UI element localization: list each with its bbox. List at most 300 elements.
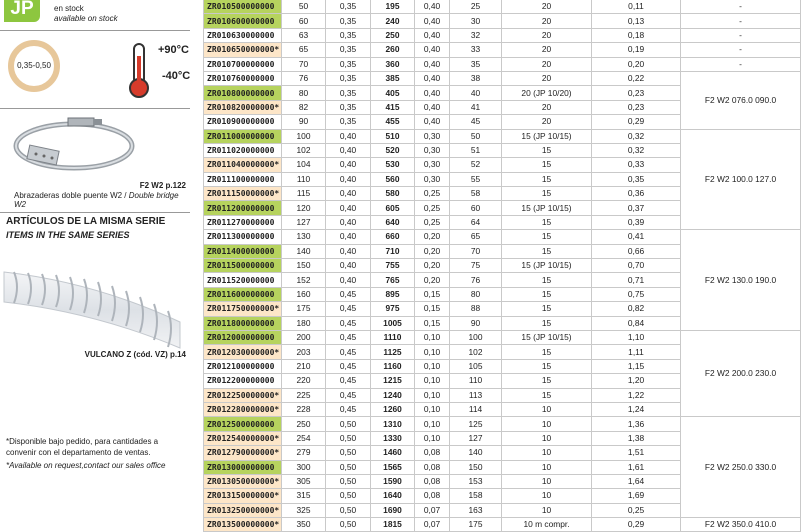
length: 20 [502,0,592,14]
price-factor: 1,61 [592,460,681,474]
product-code: ZR011270000000 [204,215,282,229]
divider [0,212,190,213]
bend-radius: 55 [450,172,502,186]
pressure: 0,40 [415,28,450,42]
inner-diameter: 140 [282,244,326,258]
thermometer-icon [124,42,154,100]
pressure: 0,08 [415,460,450,474]
length: 15 [502,388,592,402]
price-factor: 0,18 [592,28,681,42]
jp-stock-badge: JP [4,0,40,22]
wall-thickness: 0,40 [326,259,371,273]
length: 20 [502,100,592,114]
inner-diameter: 279 [282,446,326,460]
table-row [204,28,801,42]
price-factor: 0,39 [592,215,681,229]
pressure: 0,40 [415,71,450,85]
pressure: 0,10 [415,417,450,431]
pressure: 0,10 [415,402,450,416]
inner-diameter: 160 [282,287,326,301]
clamp-ref: - [681,0,801,14]
weight: 1565 [371,460,415,474]
length: 20 (JP 10/20) [502,86,592,100]
weight: 195 [371,0,415,14]
price-factor: 1,69 [592,489,681,503]
pressure: 0,40 [415,0,450,14]
wall-thickness: 0,40 [326,158,371,172]
price-factor: 0,71 [592,273,681,287]
bend-radius: 25 [450,0,502,14]
weight: 580 [371,187,415,201]
weight: 415 [371,100,415,114]
weight: 560 [371,172,415,186]
weight: 640 [371,215,415,229]
inner-diameter: 80 [282,86,326,100]
length: 15 [502,230,592,244]
inner-diameter: 175 [282,302,326,316]
wall-thickness: 0,45 [326,345,371,359]
bend-radius: 80 [450,287,502,301]
bend-radius: 58 [450,187,502,201]
weight: 1690 [371,503,415,517]
bend-radius: 102 [450,345,502,359]
weight: 1110 [371,330,415,344]
weight: 1815 [371,518,415,532]
table-row [204,57,801,71]
pressure: 0,20 [415,273,450,287]
price-factor: 0,33 [592,158,681,172]
product-code: ZR011200000000 [204,201,282,215]
product-code: ZR011100000000 [204,172,282,186]
bend-radius: 64 [450,215,502,229]
product-code: ZR011040000000* [204,158,282,172]
series-subtitle: ITEMS IN THE SAME SERIES [6,230,130,240]
pressure: 0,30 [415,129,450,143]
pressure: 0,10 [415,330,450,344]
bend-radius: 30 [450,14,502,28]
table-row [204,417,801,431]
clamp-reference: F2 W2 p.122 [139,181,186,190]
clamp-group-ref: F2 W2 200.0 230.0 [681,330,801,416]
price-factor: 0,23 [592,86,681,100]
length: 15 [502,244,592,258]
inner-diameter: 70 [282,57,326,71]
product-table [203,0,800,530]
weight: 660 [371,230,415,244]
bend-radius: 41 [450,100,502,114]
bend-radius: 75 [450,259,502,273]
price-factor: 0,70 [592,259,681,273]
inner-diameter: 152 [282,273,326,287]
clamp-description: Abrazaderas doble puente W2 / Double bridge W2 [14,191,179,209]
inner-diameter: 180 [282,316,326,330]
divider [0,30,190,31]
wall-thickness: 0,50 [326,503,371,517]
product-code: ZR010760000000 [204,71,282,85]
product-code: ZR010800000000 [204,86,282,100]
product-code: ZR011750000000* [204,302,282,316]
pressure: 0,30 [415,172,450,186]
price-factor: 0,13 [592,14,681,28]
weight: 1215 [371,374,415,388]
pitch-value: 0,35-0,50 [17,61,51,70]
price-factor: 0,32 [592,129,681,143]
weight: 1330 [371,431,415,445]
price-factor: 0,29 [592,518,681,532]
price-factor: 0,66 [592,244,681,258]
inner-diameter: 350 [282,518,326,532]
product-code: ZR012100000000 [204,359,282,373]
wall-thickness: 0,50 [326,489,371,503]
price-factor: 0,20 [592,57,681,71]
pressure: 0,40 [415,100,450,114]
length: 15 [502,273,592,287]
product-code: ZR012250000000* [204,388,282,402]
price-factor: 1,20 [592,374,681,388]
length: 20 [502,28,592,42]
price-factor: 1,22 [592,388,681,402]
wall-thickness: 0,35 [326,115,371,129]
wall-thickness: 0,50 [326,431,371,445]
weight: 710 [371,244,415,258]
inner-diameter: 120 [282,201,326,215]
vulcano-hose-image [4,252,180,348]
table-row [204,43,801,57]
length: 15 [502,345,592,359]
wall-thickness: 0,45 [326,302,371,316]
length: 15 (JP 10/15) [502,201,592,215]
weight: 260 [371,43,415,57]
price-factor: 0,25 [592,503,681,517]
length: 10 [502,489,592,503]
pressure: 0,08 [415,474,450,488]
inner-diameter: 130 [282,230,326,244]
inner-diameter: 300 [282,460,326,474]
bend-radius: 40 [450,86,502,100]
price-factor: 0,75 [592,287,681,301]
length: 10 m compr. [502,518,592,532]
bend-radius: 60 [450,201,502,215]
bend-radius: 105 [450,359,502,373]
weight: 895 [371,287,415,301]
price-factor: 1,64 [592,474,681,488]
weight: 1160 [371,359,415,373]
length: 15 [502,158,592,172]
pressure: 0,40 [415,14,450,28]
pressure: 0,25 [415,201,450,215]
product-code: ZR013250000000* [204,503,282,517]
price-factor: 1,11 [592,345,681,359]
inner-diameter: 228 [282,402,326,416]
bend-radius: 70 [450,244,502,258]
hose-caption: VULCANO Z (cód. VZ) p.14 [84,350,186,359]
bend-radius: 175 [450,518,502,532]
length: 10 [502,417,592,431]
availability-note-en: *Available on request,contact our sales office [6,461,166,470]
wall-thickness: 0,45 [326,359,371,373]
clamp-ref: - [681,14,801,28]
inner-diameter: 63 [282,28,326,42]
wall-thickness: 0,35 [326,0,371,14]
clamp-group-ref: F2 W2 350.0 410.0 [681,518,801,532]
inner-diameter: 203 [282,345,326,359]
wall-thickness: 0,45 [326,330,371,344]
length: 15 (JP 10/15) [502,129,592,143]
pressure: 0,08 [415,489,450,503]
bend-radius: 88 [450,302,502,316]
price-factor: 0,11 [592,0,681,14]
bend-radius: 110 [450,374,502,388]
clamp-group-ref: F2 W2 130.0 190.0 [681,230,801,331]
double-bridge-clamp-image [6,112,146,178]
price-factor: 0,37 [592,201,681,215]
length: 20 [502,43,592,57]
length: 15 [502,143,592,157]
inner-diameter: 110 [282,172,326,186]
product-code: ZR012000000000 [204,330,282,344]
pressure: 0,40 [415,43,450,57]
inner-diameter: 200 [282,330,326,344]
product-code: ZR010820000000* [204,100,282,114]
length: 15 [502,302,592,316]
table-row [204,14,801,28]
pressure: 0,15 [415,287,450,301]
availability-note-es: *Disponible bajo pedido, para cantidades a convenir con el departamento de ventas. [6,437,159,457]
wall-thickness: 0,35 [326,43,371,57]
table-row [204,71,801,85]
product-code: ZR011150000000* [204,187,282,201]
table-row [204,129,801,143]
bend-radius: 163 [450,503,502,517]
price-factor: 0,23 [592,100,681,114]
length: 15 [502,374,592,388]
wall-thickness: 0,45 [326,388,371,402]
length: 10 [502,503,592,517]
pressure: 0,10 [415,388,450,402]
length: 15 [502,187,592,201]
pressure: 0,15 [415,316,450,330]
wall-thickness: 0,40 [326,129,371,143]
clamp-group-ref: F2 W2 076.0 090.0 [681,71,801,129]
product-code: ZR011020000000 [204,143,282,157]
product-code: ZR013150000000* [204,489,282,503]
clamp-group-ref: F2 W2 100.0 127.0 [681,129,801,230]
weight: 1460 [371,446,415,460]
weight: 1240 [371,388,415,402]
wall-thickness: 0,40 [326,244,371,258]
length: 15 [502,215,592,229]
wall-thickness: 0,35 [326,71,371,85]
inner-diameter: 65 [282,43,326,57]
product-code: ZR010600000000 [204,14,282,28]
length: 10 [502,474,592,488]
series-title: ARTÍCULOS DE LA MISMA SERIE [6,216,166,227]
inner-diameter: 76 [282,71,326,85]
clamp-ref: - [681,43,801,57]
inner-diameter: 315 [282,489,326,503]
inner-diameter: 60 [282,14,326,28]
length: 10 [502,431,592,445]
weight: 975 [371,302,415,316]
bend-radius: 158 [450,489,502,503]
max-temperature: +90°C [158,44,190,56]
wall-thickness: 0,45 [326,402,371,416]
length: 15 [502,316,592,330]
pressure: 0,15 [415,302,450,316]
bend-radius: 150 [450,460,502,474]
bend-radius: 65 [450,230,502,244]
bend-radius: 153 [450,474,502,488]
pitch-thickness-badge [8,40,60,92]
sidebar [0,0,190,500]
wall-thickness: 0,40 [326,187,371,201]
inner-diameter: 254 [282,431,326,445]
price-factor: 0,84 [592,316,681,330]
pressure: 0,20 [415,259,450,273]
min-temperature: -40°C [162,70,191,82]
length: 15 [502,172,592,186]
length: 10 [502,460,592,474]
wall-thickness: 0,45 [326,316,371,330]
bend-radius: 32 [450,28,502,42]
product-code: ZR011300000000 [204,230,282,244]
inner-diameter: 102 [282,143,326,157]
product-code: ZR012280000000* [204,402,282,416]
pressure: 0,20 [415,244,450,258]
length: 15 [502,287,592,301]
bend-radius: 51 [450,143,502,157]
inner-diameter: 325 [282,503,326,517]
weight: 520 [371,143,415,157]
bend-radius: 35 [450,57,502,71]
price-factor: 0,22 [592,71,681,85]
weight: 240 [371,14,415,28]
price-factor: 0,36 [592,187,681,201]
clamp-ref: - [681,57,801,71]
table-row [204,518,801,532]
length: 20 [502,115,592,129]
bend-radius: 33 [450,43,502,57]
inner-diameter: 104 [282,158,326,172]
length: 20 [502,71,592,85]
pressure: 0,40 [415,86,450,100]
length: 20 [502,14,592,28]
inner-diameter: 115 [282,187,326,201]
weight: 755 [371,259,415,273]
price-factor: 0,19 [592,43,681,57]
product-code: ZR010700000000 [204,57,282,71]
inner-diameter: 82 [282,100,326,114]
price-factor: 0,35 [592,172,681,186]
wall-thickness: 0,45 [326,287,371,301]
length: 15 (JP 10/15) [502,330,592,344]
weight: 510 [371,129,415,143]
length: 15 [502,359,592,373]
wall-thickness: 0,40 [326,273,371,287]
bend-radius: 127 [450,431,502,445]
bend-radius: 100 [450,330,502,344]
product-code: ZR012540000000* [204,431,282,445]
bend-radius: 50 [450,129,502,143]
price-factor: 1,51 [592,446,681,460]
product-code: ZR012500000000 [204,417,282,431]
product-code: ZR010630000000 [204,28,282,42]
price-factor: 0,82 [592,302,681,316]
pressure: 0,40 [415,57,450,71]
wall-thickness: 0,50 [326,446,371,460]
wall-thickness: 0,40 [326,201,371,215]
bend-radius: 76 [450,273,502,287]
weight: 1310 [371,417,415,431]
stock-label-es: en stock [54,4,84,13]
inner-diameter: 127 [282,215,326,229]
pressure: 0,10 [415,359,450,373]
price-factor: 0,32 [592,143,681,157]
weight: 455 [371,115,415,129]
wall-thickness: 0,45 [326,374,371,388]
product-code: ZR011500000000 [204,259,282,273]
price-factor: 1,38 [592,431,681,445]
pressure: 0,10 [415,431,450,445]
wall-thickness: 0,35 [326,100,371,114]
bend-radius: 52 [450,158,502,172]
product-code: ZR012200000000 [204,374,282,388]
length: 15 (JP 10/15) [502,259,592,273]
wall-thickness: 0,35 [326,86,371,100]
wall-thickness: 0,35 [326,14,371,28]
stock-label-en: available on stock [54,14,118,23]
weight: 765 [371,273,415,287]
bend-radius: 90 [450,316,502,330]
wall-thickness: 0,40 [326,215,371,229]
product-code: ZR012030000000* [204,345,282,359]
wall-thickness: 0,35 [326,57,371,71]
weight: 405 [371,86,415,100]
bend-radius: 38 [450,71,502,85]
inner-diameter: 250 [282,417,326,431]
table-row [204,330,801,344]
wall-thickness: 0,50 [326,518,371,532]
weight: 530 [371,158,415,172]
price-factor: 0,41 [592,230,681,244]
inner-diameter: 150 [282,259,326,273]
pressure: 0,10 [415,345,450,359]
wall-thickness: 0,40 [326,230,371,244]
length: 10 [502,402,592,416]
weight: 1125 [371,345,415,359]
weight: 605 [371,201,415,215]
bend-radius: 125 [450,417,502,431]
wall-thickness: 0,35 [326,28,371,42]
wall-thickness: 0,50 [326,460,371,474]
price-factor: 1,36 [592,417,681,431]
pressure: 0,10 [415,374,450,388]
divider [0,108,190,109]
inner-diameter: 220 [282,374,326,388]
clamp-ref: - [681,28,801,42]
wall-thickness: 0,50 [326,417,371,431]
bend-radius: 113 [450,388,502,402]
inner-diameter: 210 [282,359,326,373]
bend-radius: 114 [450,402,502,416]
wall-thickness: 0,40 [326,143,371,157]
weight: 1590 [371,474,415,488]
pressure: 0,30 [415,158,450,172]
product-code: ZR010500000000 [204,0,282,14]
product-code: ZR011400000000 [204,244,282,258]
weight: 1260 [371,402,415,416]
pressure: 0,40 [415,115,450,129]
